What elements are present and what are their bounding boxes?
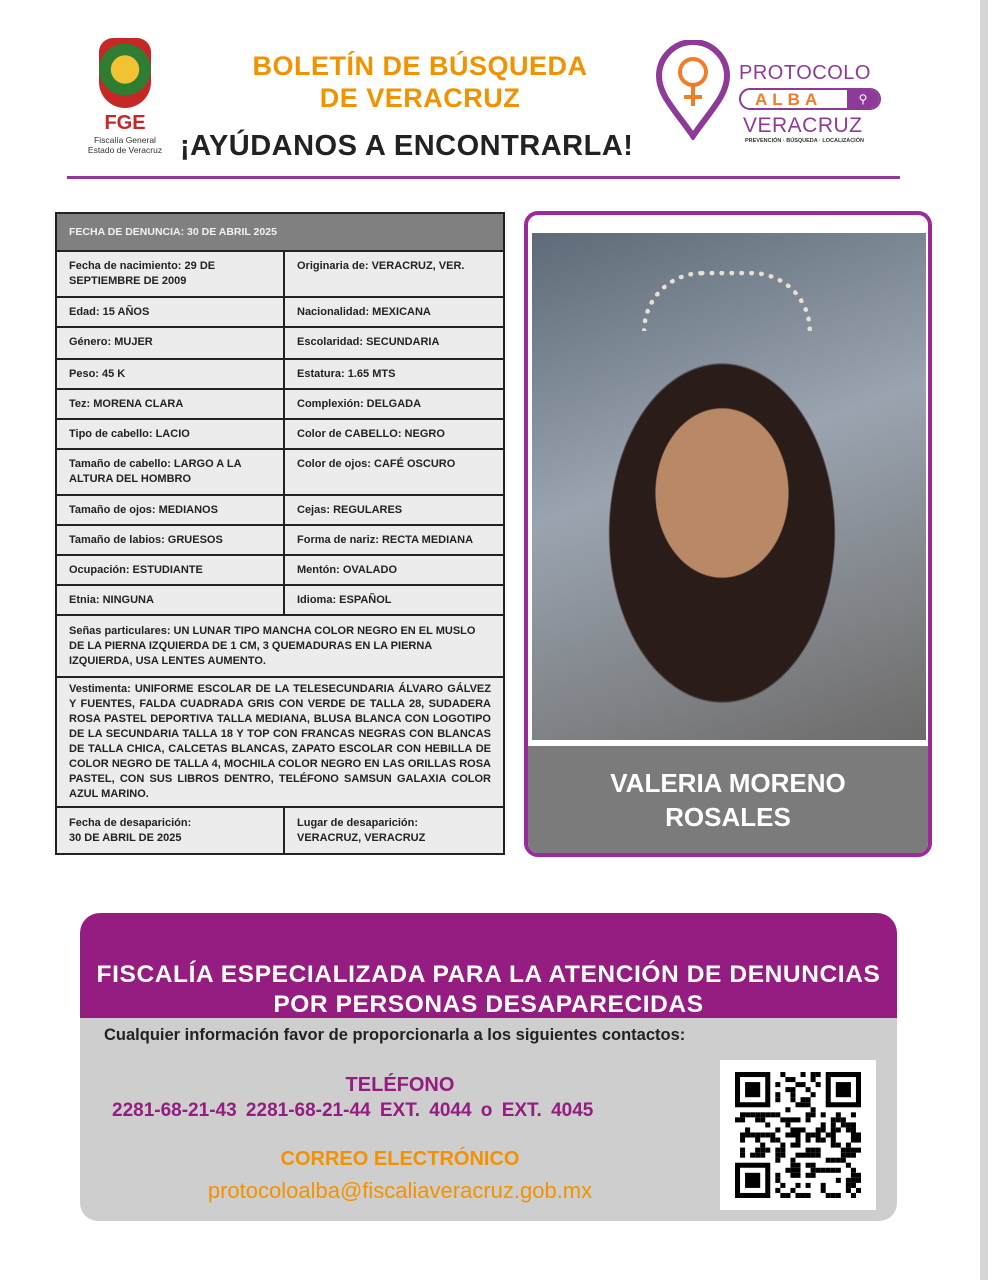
title-line-2: DE VERACRUZ — [319, 83, 521, 113]
name-line-2: ROSALES — [665, 802, 791, 832]
bulletin-title — [200, 50, 640, 114]
clothing: Vestimenta: UNIFORME ESCOLAR DE LA TELESECUNDARIA ÁLVARO GÁLVEZ Y FUENTES, FALDA CUADRADA GRIS CON VERDE DE TALLA 28, SUDADERA ROSA PASTEL DEPORTIVA TALLA MEDIANA, BLUSA BLANCA CON LOGOTIPO DE LA SECUNDARIA TALLA 18 Y TOP CON FRANCAS NEGRAS CON BLANCAS DE TALLA CHICA, CALCETAS BLANCAS, ZAPATO ESCOLAR CON HEBILLA DE COLOR NEGRO DE TALLA 4, MOCHILA COLOR NEGRO EN LAS ORILLAS ROSA PASTEL, CON SUS LIBROS DENTRO, TELÉFONO SAMSUN GALAXIA COLOR AZUL MARINO. — [56, 677, 504, 807]
table-row — [56, 327, 504, 359]
table-row — [56, 251, 504, 297]
table-cell: Color de ojos: CAFÉ OSCURO — [284, 449, 504, 495]
contact-box — [80, 1018, 897, 1221]
details-table — [55, 212, 505, 855]
phone-numbers: 2281-68-21-43 2281-68-21-44 EXT. 4044 o EXT. 4045 — [112, 1100, 594, 1121]
alba-veracruz: VERACRUZ — [743, 114, 863, 137]
table-cell: Tamaño de labios: GRUESOS — [56, 525, 284, 555]
disappearance-place — [284, 807, 504, 854]
table-cell: Mentón: OVALADO — [284, 555, 504, 585]
alba-protocolo: PROTOCOLO — [739, 62, 871, 84]
table-cell: Color de CABELLO: NEGRO — [284, 419, 504, 449]
title-line-1: BOLETÍN DE BÚSQUEDA — [252, 51, 588, 81]
fge-state: Estado de Veracruz — [87, 145, 163, 155]
table-cell: Nacionalidad: MEXICANA — [284, 297, 504, 327]
person-name — [528, 746, 928, 853]
table-cell: Tez: MORENA CLARA — [56, 389, 284, 419]
tiara — [642, 271, 812, 331]
person-card — [524, 211, 932, 857]
table-row — [56, 389, 504, 419]
table-cell: Fecha de nacimiento: 29 DE SEPTIEMBRE DE 2009 — [56, 251, 284, 297]
table-cell: Género: MUJER — [56, 327, 284, 359]
protocolo-alba-logo — [655, 40, 895, 150]
report-date: FECHA DE DENUNCIA: 30 DE ABRIL 2025 — [56, 213, 504, 251]
label: Lugar de desaparición: — [297, 816, 419, 829]
table-row — [56, 525, 504, 555]
alba-word: ALBA — [755, 90, 823, 109]
table-row — [56, 449, 504, 495]
person-photo — [532, 233, 926, 740]
alba-search-bar — [739, 88, 881, 110]
table-row — [56, 419, 504, 449]
email-address[interactable]: protocoloalba@fiscaliaveracruz.gob.mx — [207, 1178, 593, 1203]
table-cell: Tamaño de cabello: LARGO A LA ALTURA DEL HOMBRO — [56, 449, 284, 495]
qr-code — [720, 1060, 876, 1210]
email-label: CORREO ELECTRÓNICO — [280, 1148, 520, 1170]
table-cell: Etnia: NINGUNA — [56, 585, 284, 615]
table-cell: Forma de nariz: RECTA MEDIANA — [284, 525, 504, 555]
label: Fecha de desaparición: — [69, 816, 192, 829]
table-cell: Estatura: 1.65 MTS — [284, 359, 504, 389]
agency-banner: FISCALÍA ESPECIALIZADA PARA LA ATENCIÓN DE DENUNCIAS POR PERSONAS DESAPARECIDAS — [80, 913, 897, 1021]
table-row — [56, 585, 504, 615]
table-cell: Tipo de cabello: LACIO — [56, 419, 284, 449]
location-pin-female-icon — [655, 40, 731, 140]
search-icon: ⚲ — [847, 90, 879, 108]
disappearance-date — [56, 807, 284, 854]
table-cell: Originaria de: VERACRUZ, VER. — [284, 251, 504, 297]
slogan: ¡AYÚDANOS A ENCONTRARLA! — [180, 130, 634, 162]
alba-tagline: PREVENCIÓN · BÚSQUEDA · LOCALIZACIÓN — [745, 138, 864, 144]
table-row — [56, 359, 504, 389]
contact-info-text: Cualquier información favor de proporcionarla a los siguientes contactos: — [104, 1026, 686, 1044]
table-cell: Tamaño de ojos: MEDIANOS — [56, 495, 284, 525]
table-cell: Ocupación: ESTUDIANTE — [56, 555, 284, 585]
table-cell: Peso: 45 K — [56, 359, 284, 389]
table-row — [56, 495, 504, 525]
value: 30 DE ABRIL DE 2025 — [69, 831, 182, 844]
header-divider — [67, 176, 900, 179]
table-cell: Complexión: DELGADA — [284, 389, 504, 419]
table-cell: Edad: 15 AÑOS — [56, 297, 284, 327]
fge-name: Fiscalía General — [94, 135, 156, 145]
table-cell: Idioma: ESPAÑOL — [284, 585, 504, 615]
fge-abbr: FGE — [104, 112, 146, 134]
phone-label: TELÉFONO — [345, 1074, 455, 1096]
table-row — [56, 555, 504, 585]
qr-code-icon — [732, 1072, 864, 1198]
distinguishing-marks: Señas particulares: UN LUNAR TIPO MANCHA COLOR NEGRO EN EL MUSLO DE LA PIERNA IZQUIERDA DE 1 CM, 3 QUEMADURAS EN LA PIERNA IZQUIERDA, USA LENTES AUMENTO. — [56, 615, 504, 677]
table-row — [56, 297, 504, 327]
table-cell: Cejas: REGULARES — [284, 495, 504, 525]
page-edge — [980, 0, 988, 1280]
fge-logo — [76, 38, 174, 155]
table-cell: Escolaridad: SECUNDARIA — [284, 327, 504, 359]
name-line-1: VALERIA MORENO — [610, 768, 846, 798]
veracruz-shield-icon — [99, 38, 151, 108]
value: VERACRUZ, VERACRUZ — [297, 831, 426, 844]
